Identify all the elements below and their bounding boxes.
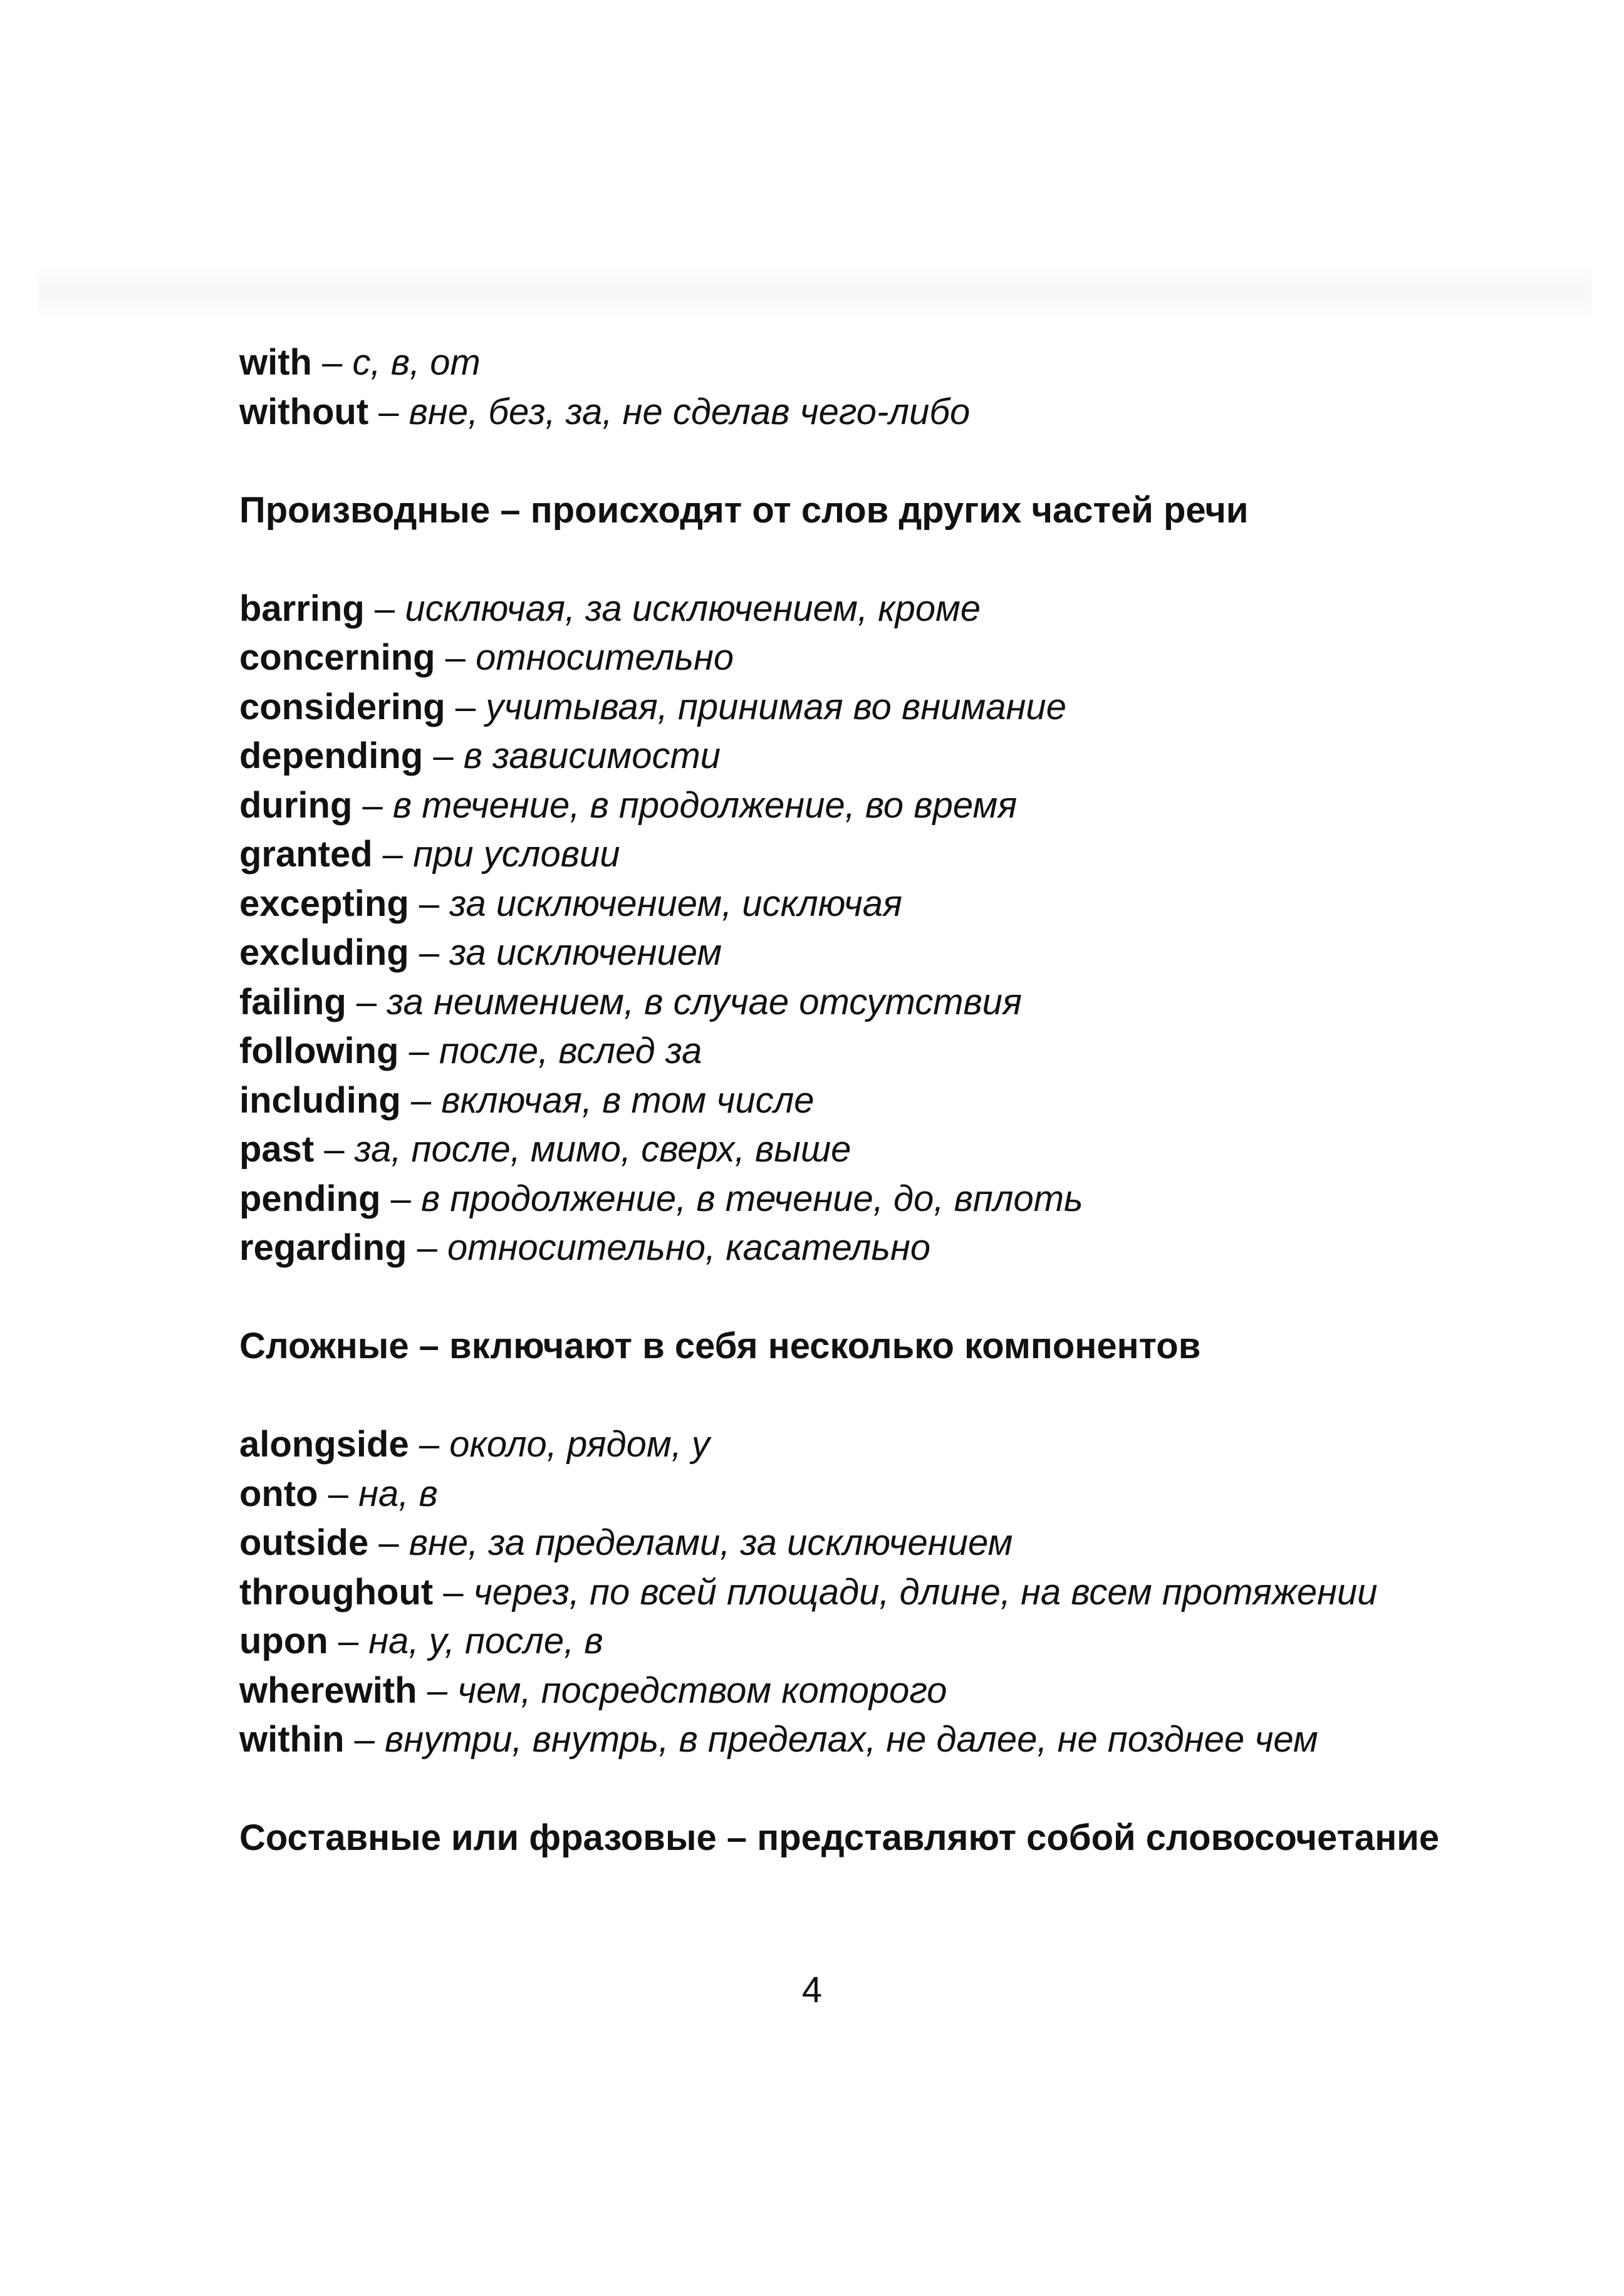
entry-line	[239, 584, 1492, 634]
entry-separator: –	[352, 784, 393, 826]
entry-term: without	[239, 391, 369, 432]
spacer	[239, 535, 1492, 584]
entry-term: depending	[239, 735, 424, 776]
entry-term: failing	[239, 981, 346, 1022]
entry-term: excluding	[239, 932, 409, 973]
section-heading-compound: Сложные – включают в себя несколько компонентов	[239, 1326, 1201, 1366]
entry-separator: –	[372, 834, 414, 875]
entry-term: considering	[239, 686, 445, 727]
entry-term: barring	[239, 588, 365, 629]
entry-line	[239, 388, 1492, 437]
entry-definition: через, по всей площади, длине, на всем протяжении	[473, 1571, 1378, 1613]
entry-separator: –	[328, 1621, 369, 1661]
entry-term: following	[239, 1031, 399, 1071]
entry-term: regarding	[239, 1227, 407, 1268]
page-content	[239, 338, 1492, 1863]
entry-definition: относительно	[476, 637, 734, 678]
entry-line	[239, 633, 1492, 683]
entry-line	[239, 1223, 1492, 1273]
entry-definition: включая, в том числе	[441, 1079, 815, 1121]
entry-definition: после, вслед за	[439, 1031, 702, 1071]
entry-line	[239, 1666, 1492, 1716]
entry-line	[239, 781, 1492, 831]
entry-separator: –	[364, 588, 405, 629]
entry-line	[239, 1568, 1492, 1618]
entry-line	[239, 928, 1492, 978]
entry-definition: чем, посредством которого	[457, 1670, 947, 1711]
entry-separator: –	[433, 1571, 474, 1613]
entry-line	[239, 1519, 1492, 1568]
entry-definition: исключая, за исключением, кроме	[405, 588, 981, 629]
spacer	[239, 1371, 1492, 1421]
entry-line	[239, 732, 1492, 781]
entry-line	[239, 1715, 1492, 1765]
entry-line	[239, 1470, 1492, 1519]
section-heading-derived: Производные – происходят от слов других частей речи	[239, 489, 1249, 531]
entry-term: upon	[239, 1621, 328, 1661]
entry-definition: за исключением	[449, 932, 722, 973]
entry-separator: –	[409, 1424, 450, 1465]
entry-term: wherewith	[239, 1670, 417, 1711]
entry-line	[239, 830, 1492, 880]
entry-definition: в течение, в продолжение, во время	[392, 784, 1018, 826]
spacer	[239, 1273, 1492, 1322]
entry-separator: –	[346, 981, 387, 1022]
scan-shade	[38, 263, 1591, 319]
entry-separator: –	[368, 1522, 409, 1563]
spacer	[239, 1765, 1492, 1814]
entry-term: during	[239, 784, 353, 826]
entry-separator: –	[435, 637, 476, 678]
entry-line	[239, 683, 1492, 732]
entry-definition: за неимением, в случае отсутствия	[387, 981, 1023, 1022]
page-number: 4	[801, 1970, 823, 2010]
entry-separator: –	[400, 1079, 442, 1121]
entry-term: excepting	[239, 883, 409, 924]
entry-line	[239, 1420, 1492, 1470]
entry-separator: –	[417, 1670, 458, 1711]
entry-term: pending	[239, 1178, 381, 1219]
entry-line	[239, 880, 1492, 929]
entry-line	[239, 1076, 1492, 1126]
entry-definition: с, в, от	[352, 342, 481, 383]
spacer	[239, 437, 1492, 486]
entry-definition: около, рядом, у	[449, 1424, 710, 1465]
entry-separator: –	[314, 1129, 355, 1170]
entry-line	[239, 1175, 1492, 1224]
entry-separator: –	[311, 342, 353, 383]
entry-separator: –	[368, 391, 409, 432]
entry-term: within	[239, 1719, 345, 1760]
entry-separator: –	[445, 686, 486, 727]
section-heading-phrasal: Составные или фразовые – представляют собой словосочетание	[239, 1817, 1440, 1858]
entry-separator: –	[380, 1178, 422, 1219]
entry-separator: –	[398, 1031, 439, 1071]
entry-separator: –	[318, 1473, 359, 1514]
entry-definition: учитывая, принимая во внимание	[486, 686, 1066, 727]
entry-definition: относительно, касательно	[447, 1227, 931, 1268]
entry-separator: –	[344, 1719, 385, 1760]
entry-definition: при условии	[413, 834, 620, 875]
entry-term: concerning	[239, 637, 435, 678]
entry-term: onto	[239, 1473, 318, 1514]
entry-definition: вне, за пределами, за исключением	[409, 1522, 1013, 1563]
entry-term: granted	[239, 834, 373, 875]
entry-line	[239, 1617, 1492, 1666]
entry-line	[239, 1027, 1492, 1076]
entry-definition: на, в	[358, 1473, 438, 1514]
entry-definition: за, после, мимо, сверх, выше	[354, 1129, 851, 1170]
entry-separator: –	[423, 735, 464, 776]
entry-separator: –	[409, 883, 450, 924]
entry-separator: –	[407, 1227, 447, 1268]
entry-separator: –	[409, 932, 450, 973]
entry-term: past	[239, 1129, 315, 1170]
entry-definition: внутри, внутрь, в пределах, не далее, не позднее чем	[385, 1719, 1318, 1760]
entry-term: including	[239, 1079, 401, 1121]
entry-term: throughout	[239, 1571, 434, 1613]
entry-definition: в продолжение, в течение, до, вплоть	[421, 1178, 1083, 1219]
entry-line	[239, 978, 1492, 1027]
entry-line	[239, 1125, 1492, 1175]
entry-term: alongside	[239, 1424, 409, 1465]
entry-definition: на, у, после, в	[368, 1621, 603, 1661]
entry-definition: вне, без, за, не сделав чего-либо	[409, 391, 971, 432]
entry-line	[239, 338, 1492, 388]
entry-definition: за исключением, исключая	[449, 883, 902, 924]
entry-term: outside	[239, 1522, 369, 1563]
entry-term: with	[239, 342, 312, 383]
entry-definition: в зависимости	[463, 735, 721, 776]
